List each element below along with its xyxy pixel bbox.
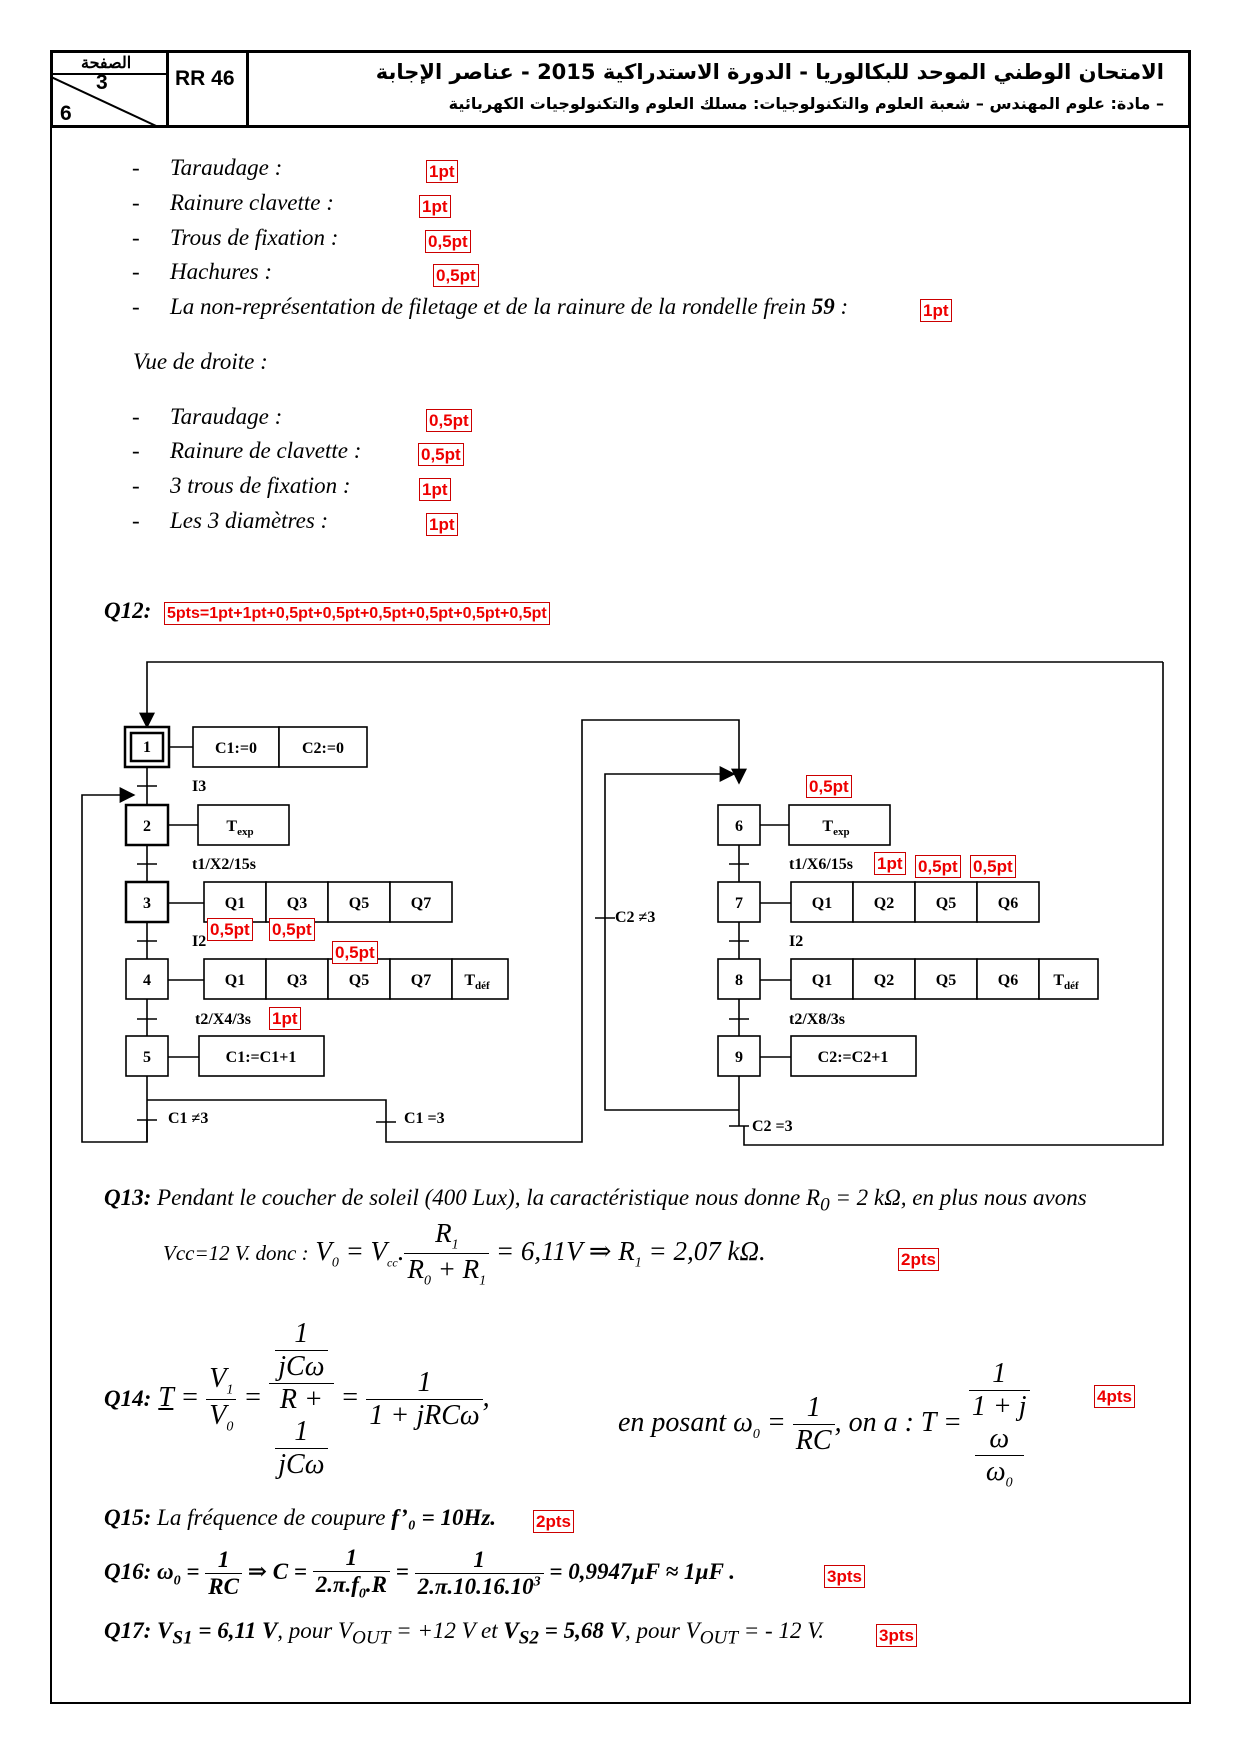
pts-badge: 0,5pt [915, 855, 961, 878]
action-q5: Q5 [935, 895, 957, 912]
q13-equation: Vcc=12 V. donc : $V_0 = V_{cc}$. $\frac{R_1}{R_0 + R_1}$ = 6,11V ⇒ $R_1 = 2,07$ kΩ. [163, 1218, 766, 1289]
step-4: 4 [143, 972, 151, 989]
transition-i3: I3 [192, 778, 207, 795]
vue-de-droite-title: Vue de droite : [133, 349, 268, 374]
action-tdef-8: $T_{déf}$ [1053, 972, 1079, 992]
q14-equation-2: en posant $\omega_0$ = $\frac{1}{RC}$ , on a : T = 1 1 + j ω $\omega_0$ [618, 1358, 1030, 1492]
action-tdef-4: $T_{déf}$ [464, 972, 490, 992]
step-5: 5 [143, 1049, 151, 1066]
q17-text: Q17: $V_{S1} = 6,11$ V, pour $V_{OUT} = +12$ V et $V_{S2} = 5,68$ V, pour $V_{OUT}$ = - 12 V. [104, 1618, 825, 1649]
transition-i2-right: I2 [789, 933, 804, 950]
pts-badge: 1pt [426, 160, 458, 183]
q13-pts: 2pts [898, 1248, 939, 1271]
pts-badge: 0,5pt [418, 443, 464, 466]
action-q7: Q7 [410, 972, 432, 989]
item-hachures: Hachures : [170, 259, 272, 284]
step-2: 2 [143, 818, 151, 835]
pts-badge: 1pt [426, 513, 458, 536]
page-total: 6 [60, 102, 72, 125]
q16-pts: 3pts [824, 1565, 865, 1588]
step-8: 8 [735, 972, 743, 989]
step-3: 3 [143, 895, 151, 912]
transition-c1-eq: C1 =3 [404, 1110, 445, 1127]
action-texp-6: $T_{exp}$ [822, 818, 850, 838]
transition-c2-eq: C2 =3 [752, 1118, 793, 1135]
action-texp-2: $T_{exp}$ [226, 818, 254, 838]
item-non-representation: La non-représentation de filetage et de la rainure de la rondelle frein 59 : [170, 294, 849, 319]
action-q2: Q2 [873, 972, 895, 989]
action-q6: Q6 [997, 972, 1019, 989]
pts-badge: 1pt [419, 478, 451, 501]
transition-t2-x4: t2/X4/3s [195, 1011, 251, 1028]
pts-badge: 0,5pt [970, 855, 1016, 878]
item-3-diametres: Les 3 diamètres : [170, 508, 329, 533]
item-trous-fixation: Trous de fixation : [170, 225, 339, 250]
pts-badge: 0,5pt [332, 941, 378, 964]
pts-badge: 1pt [920, 299, 952, 322]
pts-badge: 0,5pt [269, 918, 315, 941]
q12-label: Q12: [104, 598, 152, 623]
action-q1: Q1 [811, 972, 833, 989]
transition-c2-ne: C2 ≠3 [615, 909, 656, 926]
q17-pts: 3pts [876, 1624, 917, 1647]
action-q3: Q3 [286, 895, 308, 912]
q15-pts: 2pts [533, 1510, 574, 1533]
action-q7: Q7 [410, 895, 432, 912]
transition-i2: I2 [192, 933, 207, 950]
pts-badge: 0,5pt [425, 230, 471, 253]
action-q5: Q5 [348, 972, 370, 989]
action-q3: Q3 [286, 972, 308, 989]
action-q5: Q5 [935, 972, 957, 989]
q14-equation: Q14: T = $\frac{V_1}{V_0}$ = 1 jCω R + 1 jCω = $\frac{1}{\text{1 + jRCω}}$ , [104, 1318, 490, 1480]
q14-pts: 4pts [1094, 1385, 1135, 1408]
item-taraudage: Taraudage : [170, 155, 283, 180]
item-3-trous: 3 trous de fixation : [170, 473, 351, 498]
header-line2: – مادة: علوم المهندس – شعبة العلوم والتكنولوجيات: مسلك العلوم والتكنولوجيات الكهربائية [448, 94, 1164, 113]
pts-badge: 0,5pt [426, 409, 472, 432]
step-1: 1 [143, 739, 151, 756]
pts-badge: 1pt [269, 1007, 301, 1030]
pts-badge: 0,5pt [433, 264, 479, 287]
action-q1: Q1 [811, 895, 833, 912]
pts-badge: 0,5pt [207, 918, 253, 941]
transition-t1-x6: t1/X6/15s [789, 856, 853, 873]
item-rainure-clavette-2: Rainure de clavette : [170, 438, 362, 463]
header-line1: الامتحان الوطني الموحد للبكالوريا - الدورة الاستدراكية 2015 - عناصر الإجابة [375, 60, 1164, 84]
q13-text: Q13: Pendant le coucher de soleil (400 Lux), la caractéristique nous donne $R_0 = 2$ kΩ, en plus nous avons [104, 1185, 1087, 1216]
action-c1-inc: C1:=C1+1 [225, 1049, 297, 1066]
action-q6: Q6 [997, 895, 1019, 912]
action-q2: Q2 [873, 895, 895, 912]
step-7: 7 [735, 895, 743, 912]
exam-code: RR 46 [169, 53, 249, 125]
step-9: 9 [735, 1049, 743, 1066]
q16-equation: Q16: $\omega_0$ = $\frac{1}{RC}$ ⇒ C = $\frac{1}{2.\pi.f_0.R}$ = $\frac{1}{2.\pi.10.16.10^3}$ = 0,9947µF ≈ 1µF . [104, 1545, 736, 1602]
transition-t2-x8: t2/X8/3s [789, 1011, 845, 1028]
pts-badge: 0,5pt [806, 775, 852, 798]
pts-badge: 1pt [419, 195, 451, 218]
action-c2-inc: C2:=C2+1 [817, 1049, 889, 1066]
transition-t1-x2: t1/X2/15s [192, 856, 256, 873]
action-c2-reset: C2:=0 [302, 740, 344, 757]
q12-pts: 5pts=1pt+1pt+0,5pt+0,5pt+0,5pt+0,5pt+0,5pt+0,5pt [164, 602, 550, 625]
transition-c1-ne: C1 ≠3 [168, 1110, 209, 1127]
item-taraudage-2: Taraudage : [170, 404, 283, 429]
action-q5: Q5 [348, 895, 370, 912]
step-6: 6 [735, 818, 743, 835]
item-rainure-clavette: Rainure clavette : [170, 190, 334, 215]
pts-badge: 1pt [874, 852, 906, 875]
q15-text: Q15: La fréquence de coupure f’₀ = 10Hz. [104, 1505, 497, 1530]
action-c1-reset: C1:=0 [215, 740, 257, 757]
page-number: 3 [96, 71, 108, 94]
action-q1: Q1 [224, 895, 246, 912]
action-q1: Q1 [224, 972, 246, 989]
page-word: الصفحة [81, 55, 132, 72]
